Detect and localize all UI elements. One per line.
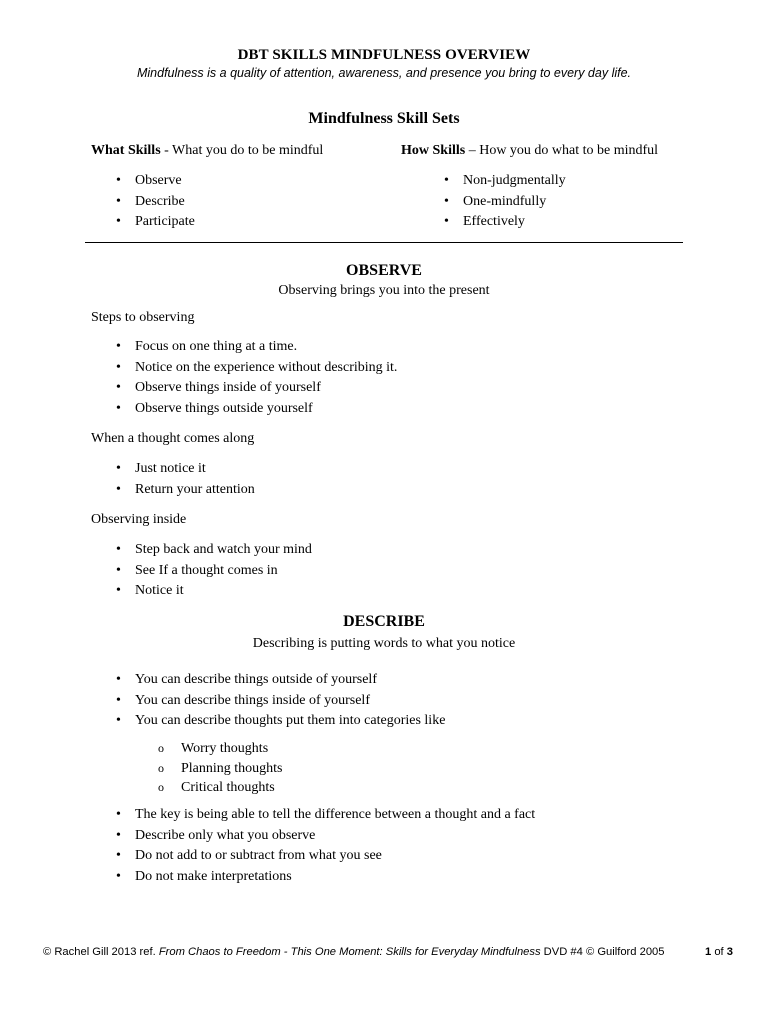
list-item: • Step back and watch your mind <box>91 540 312 561</box>
list-item: • Notice on the experience without describing it. <box>91 358 397 379</box>
list-item: • Describe <box>91 192 195 213</box>
what-skills-header <box>91 143 323 159</box>
page-number <box>705 946 733 958</box>
list-item: • Notice it <box>91 581 312 602</box>
how-skills-desc: – How you do what to be mindful <box>465 143 659 158</box>
categories-list <box>158 739 283 798</box>
list-item: • You can describe thoughts put them into categories like <box>91 711 445 732</box>
list-item: o Planning thoughts <box>158 759 283 779</box>
how-skills-header <box>401 143 658 159</box>
list-item: • The key is being able to tell the difference between a thought and a fact <box>91 805 535 826</box>
list-item: o Worry thoughts <box>158 739 283 759</box>
describe-lead: Describing is putting words to what you notice <box>252 636 516 651</box>
steps-list <box>91 337 397 419</box>
describe-list <box>91 670 445 732</box>
document-title: DBT SKILLS MINDFULNESS OVERVIEW <box>237 47 531 63</box>
what-skills-list <box>91 171 195 233</box>
what-skills-desc: - What you do to be mindful <box>160 143 324 158</box>
describe-list-2 <box>91 805 535 887</box>
list-item: • Do not make interpretations <box>91 867 535 888</box>
describe-heading: DESCRIBE <box>343 613 425 630</box>
what-skills-label: What Skills <box>91 143 161 158</box>
list-item: • Describe only what you observe <box>91 826 535 847</box>
list-item: • You can describe things outside of yourself <box>91 670 445 691</box>
footer-prefix: © Rachel Gill 2013 ref. <box>43 946 159 958</box>
how-skills-list <box>419 171 566 233</box>
thought-list <box>91 459 255 500</box>
thought-label: When a thought comes along <box>91 431 255 446</box>
steps-label: Steps to observing <box>91 310 195 325</box>
list-item: • Effectively <box>419 212 566 233</box>
skill-sets-heading: Mindfulness Skill Sets <box>308 110 460 127</box>
section-divider <box>85 242 683 243</box>
list-item: • You can describe things inside of yourself <box>91 691 445 712</box>
observe-heading: OBSERVE <box>346 262 422 279</box>
observe-lead: Observing brings you into the present <box>278 283 490 298</box>
list-item: • Just notice it <box>91 459 255 480</box>
list-item: • Do not add to or subtract from what you see <box>91 846 535 867</box>
list-item: • Return your attention <box>91 480 255 501</box>
document-subtitle: Mindfulness is a quality of attention, awareness, and presence you bring to every day life. <box>136 66 632 80</box>
inside-label: Observing inside <box>91 512 187 527</box>
list-item: • Observe things inside of yourself <box>91 378 397 399</box>
list-item: • Participate <box>91 212 195 233</box>
page-current: 1 <box>704 946 712 958</box>
list-item: • One-mindfully <box>419 192 566 213</box>
list-item: • Focus on one thing at a time. <box>91 337 397 358</box>
page-footer <box>43 946 733 958</box>
inside-list <box>91 540 312 602</box>
page-of: of <box>711 946 727 958</box>
list-item: o Critical thoughts <box>158 778 283 798</box>
list-item: • Observe <box>91 171 195 192</box>
footer-suffix: DVD #4 © Guilford 2005 <box>540 946 665 958</box>
page-total: 3 <box>726 946 733 958</box>
list-item: • See If a thought comes in <box>91 561 312 582</box>
list-item: • Observe things outside yourself <box>91 399 397 420</box>
how-skills-label: How Skills <box>401 143 466 158</box>
footer-source: From Chaos to Freedom - This One Moment: Skills for Everyday Mindfulness <box>158 946 541 958</box>
list-item: • Non-judgmentally <box>419 171 566 192</box>
